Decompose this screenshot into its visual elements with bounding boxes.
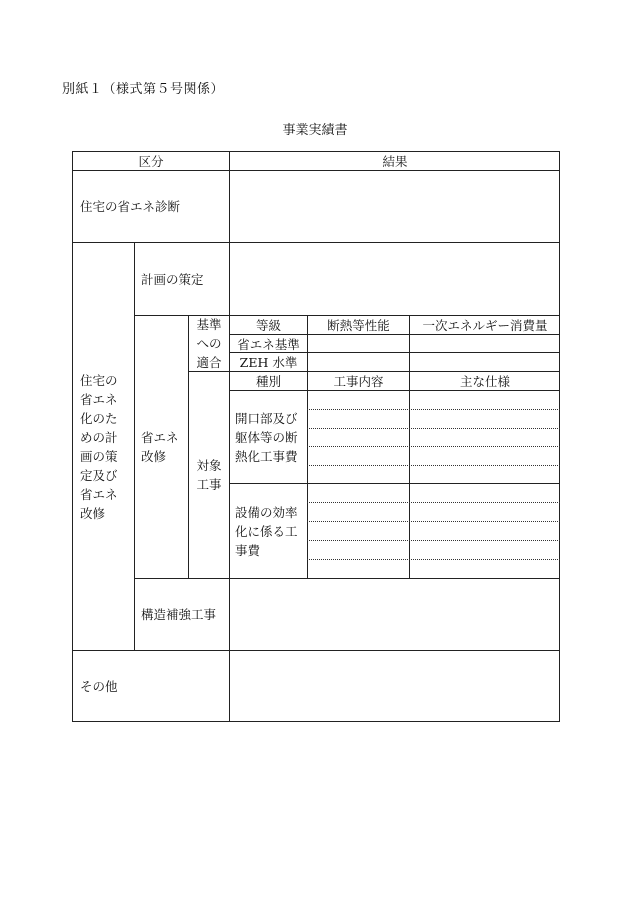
insulation-zeh-cell[interactable] (308, 353, 409, 371)
insulation-performance-header: 断熱等性能 (327, 318, 390, 333)
grade-item-zeh-level: ZEH 水準 (239, 355, 298, 370)
grade-header: 等級 (255, 318, 281, 333)
structural-reinforcement-result-cell[interactable] (230, 579, 560, 650)
row-energy-renovation-label: 省エネ 改修 (141, 430, 179, 464)
opening-insulation-work-label: 開口部及び 躯体等の断 熱化工事費 (235, 410, 298, 464)
performance-report-table (72, 151, 560, 722)
row-structural-reinforcement-label: 構造補強工事 (141, 607, 217, 622)
equipment-efficiency-work-label: 設備の効率 化に係る工 事費 (235, 504, 298, 558)
header-result: 結果 (382, 154, 408, 169)
target-work-label: 対象 工事 (196, 458, 222, 492)
other-result-cell[interactable] (230, 651, 560, 722)
plan-formulation-result-cell[interactable] (230, 243, 560, 315)
primary-energy-zeh-cell[interactable] (410, 353, 560, 371)
grade-item-energy-standard: 省エネ基準 (237, 336, 300, 352)
annex-label: 別紙１（様式第５号関係） (62, 82, 225, 97)
row-plan-and-renovation-label: 住宅の 省エネ 化のた めの計 画の策 定及び 省エネ 改修 (80, 372, 118, 521)
standard-compliance-label: 基準 への 適合 (196, 317, 222, 370)
row-plan-formulation-label: 計画の策定 (141, 271, 204, 287)
document-title: 事業実績書 (282, 123, 348, 138)
header-category: 区分 (138, 154, 164, 169)
primary-energy-standard-cell[interactable] (410, 335, 560, 352)
row-energy-diagnosis-label: 住宅の省エネ診断 (80, 199, 181, 214)
work-content-header: 工事内容 (333, 374, 384, 389)
insulation-energy-standard-cell[interactable] (308, 335, 409, 352)
diagnosis-result-cell[interactable] (230, 171, 560, 242)
primary-energy-header: 一次エネルギー消費量 (422, 318, 548, 333)
type-header: 種別 (255, 374, 281, 389)
main-spec-header: 主な仕様 (459, 374, 510, 389)
row-other-label: その他 (80, 679, 118, 694)
